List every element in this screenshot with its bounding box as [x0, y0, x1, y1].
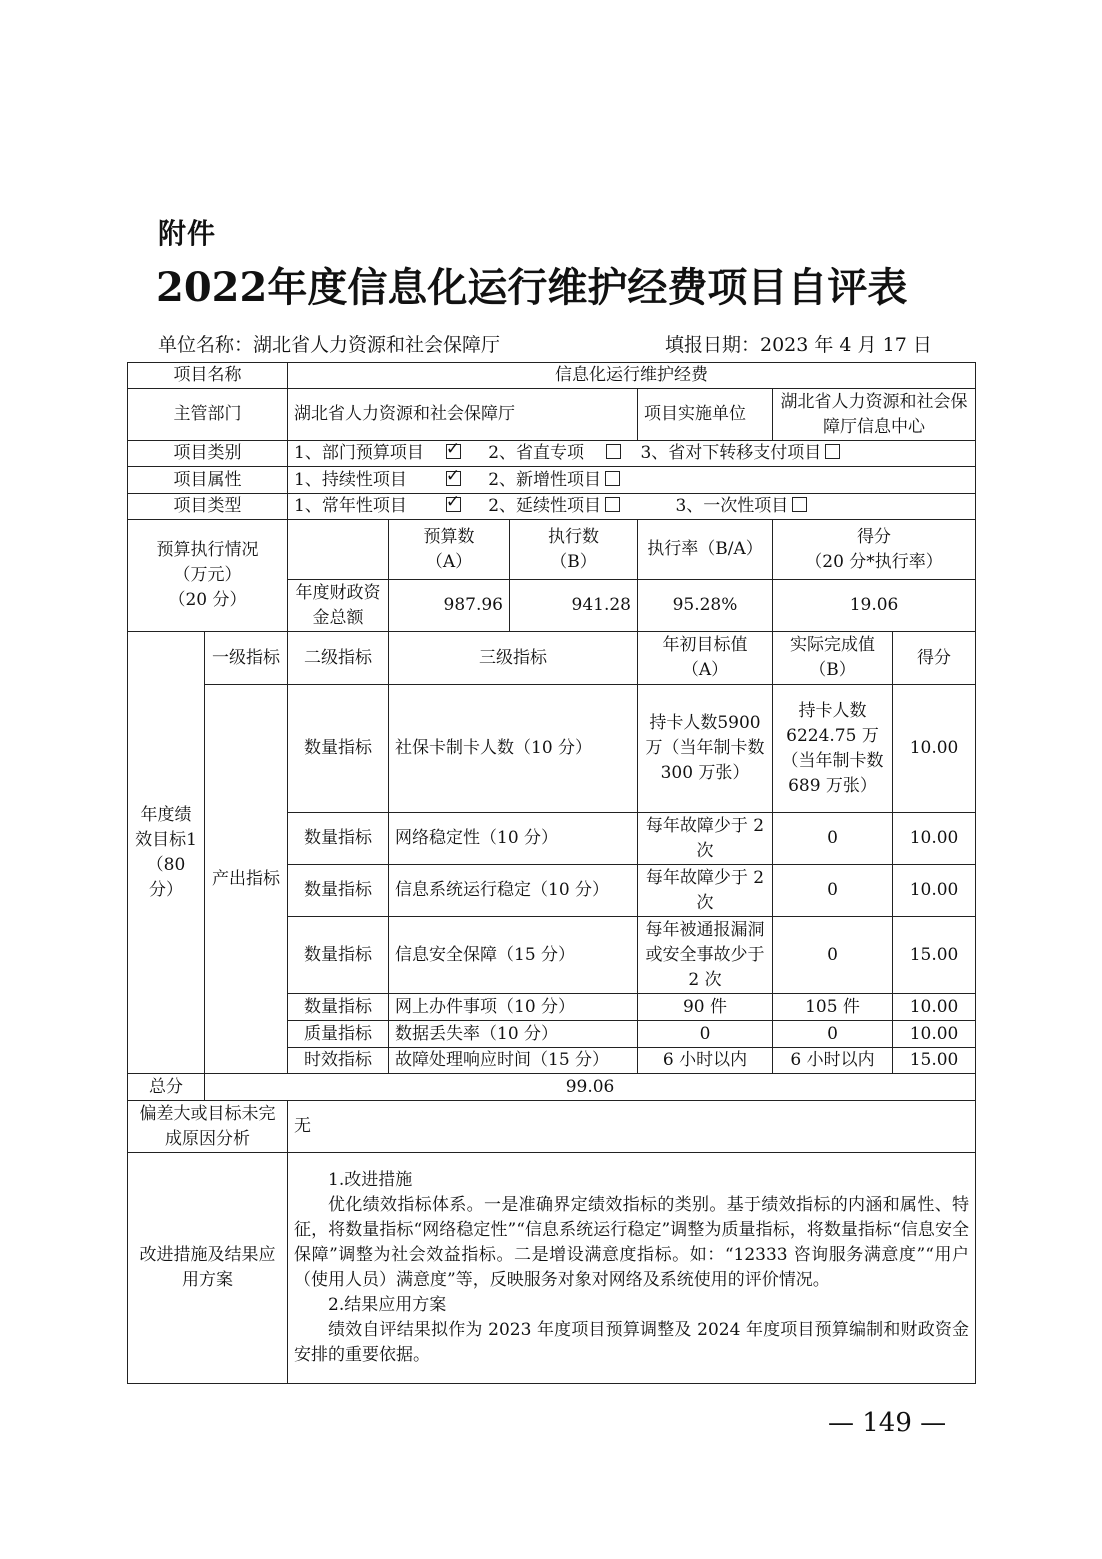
attribute-options — [288, 467, 976, 494]
type-option-3: 3、一次性项目 — [675, 494, 811, 519]
checkbox-checked-icon[interactable] — [446, 497, 461, 512]
actual-cell: 持卡人数6224.75 万（当年制卡数 689 万张） — [773, 685, 893, 813]
type-label: 项目类型 — [128, 494, 288, 520]
row-department — [128, 389, 976, 441]
row-attribute — [128, 467, 976, 494]
category-options — [288, 441, 976, 467]
table-row — [128, 685, 976, 813]
attachment-label: 附件 — [158, 217, 217, 250]
deviation-value: 无 — [288, 1101, 976, 1153]
level3-cell: 网络稳定性（10 分） — [389, 813, 638, 865]
actual-cell: 0 — [773, 1021, 893, 1048]
col-budget: 预算数 （A） — [389, 520, 510, 580]
type-options — [288, 494, 976, 520]
target-cell: 每年被通报漏洞或安全事故少于 2 次 — [638, 917, 773, 994]
level3-cell: 数据丢失率（10 分） — [389, 1021, 638, 1048]
actual-cell: 0 — [773, 813, 893, 865]
improvement-paragraph-1: 优化绩效指标体系。一是准确界定绩效指标的类别。基于绩效指标的内涵和属性、特征，将数量指标“网络稳定性”“信息系统运行稳定”调整为质量指标，将数量指标“信息安全保障”调整为社会效益指标。二是增设满意度指标。如：“12333 咨询服务满意度”“用户（使用人员）满意度”等，反映服务对象对网络及系统使用的评价情况。 — [294, 1195, 970, 1290]
score-cell: 10.00 — [893, 865, 976, 917]
row-total — [128, 1074, 976, 1101]
level3-cell: 信息安全保障（15 分） — [389, 917, 638, 994]
level3-cell: 故障处理响应时间（15 分） — [389, 1048, 638, 1074]
row-category — [128, 441, 976, 467]
rate-value: 95.28% — [638, 580, 773, 632]
self-evaluation-table — [127, 362, 976, 1384]
level2-cell: 数量指标 — [288, 994, 389, 1021]
improvement-heading-2: 2.结果应用方案 — [328, 1295, 447, 1315]
type-option-1: 1、常年性项目 ✓ — [294, 494, 483, 519]
checkbox-empty-icon[interactable] — [825, 444, 840, 459]
score-cell: 10.00 — [893, 1021, 976, 1048]
deviation-label: 偏差大或目标未完成原因分析 — [128, 1101, 288, 1153]
score-cell: 10.00 — [893, 685, 976, 813]
improvement-heading-1: 1.改进措施 — [328, 1170, 413, 1190]
category-label: 项目类别 — [128, 441, 288, 467]
col-score: 得分 （20 分*执行率） — [773, 520, 976, 580]
budget-blank-cell — [288, 520, 389, 580]
actual-cell: 0 — [773, 917, 893, 994]
target-cell: 每年故障少于 2 次 — [638, 813, 773, 865]
target-cell: 持卡人数5900 万（当年制卡数 300 万张） — [638, 685, 773, 813]
improvement-content — [288, 1153, 976, 1384]
level2-cell: 质量指标 — [288, 1021, 389, 1048]
target-cell: 0 — [638, 1021, 773, 1048]
level2-cell: 时效指标 — [288, 1048, 389, 1074]
score-cell: 10.00 — [893, 813, 976, 865]
attribute-option-1: 1、持续性项目 ✓ — [294, 468, 483, 493]
dept-value: 湖北省人力资源和社会保障厅 — [288, 389, 638, 441]
improvement-label: 改进措施及结果应用方案 — [128, 1153, 288, 1384]
impl-unit-label: 项目实施单位 — [638, 389, 773, 441]
checkbox-checked-icon[interactable] — [446, 444, 461, 459]
level2-cell: 数量指标 — [288, 685, 389, 813]
checkbox-empty-icon[interactable] — [605, 497, 620, 512]
header-score: 得分 — [893, 632, 976, 685]
checkbox-checked-icon[interactable] — [446, 471, 461, 486]
row-indicator-header — [128, 632, 976, 685]
budget-score-value: 19.06 — [773, 580, 976, 632]
checkbox-empty-icon[interactable] — [792, 497, 807, 512]
target-cell: 6 小时以内 — [638, 1048, 773, 1074]
report-date: 填报日期：2023 年 4 月 17 日 — [665, 334, 932, 356]
page-title: 2022年度信息化运行维护经费项目自评表 — [156, 264, 908, 311]
impl-unit-value: 湖北省人力资源和社会保障厅信息中心 — [773, 389, 976, 441]
row-project-name — [128, 363, 976, 389]
level2-cell: 数量指标 — [288, 917, 389, 994]
budget-value: 987.96 — [389, 580, 510, 632]
col-executed: 执行数 （B） — [510, 520, 638, 580]
checkbox-empty-icon[interactable] — [605, 471, 620, 486]
actual-cell: 0 — [773, 865, 893, 917]
level2-cell: 数量指标 — [288, 813, 389, 865]
category-option-1: 1、部门预算项目 ✓ — [294, 441, 483, 466]
attribute-option-2: 2、新增性项目 — [488, 468, 624, 493]
row-improvement — [128, 1153, 976, 1384]
actual-cell: 6 小时以内 — [773, 1048, 893, 1074]
level2-cell: 数量指标 — [288, 865, 389, 917]
total-label: 总分 — [128, 1074, 205, 1101]
level3-cell: 信息系统运行稳定（10 分） — [389, 865, 638, 917]
level1-value: 产出指标 — [205, 685, 288, 1074]
header-level1: 一级指标 — [205, 632, 288, 685]
col-rate: 执行率（B/A） — [638, 520, 773, 580]
score-cell: 15.00 — [893, 917, 976, 994]
project-name-value: 信息化运行维护经费 — [288, 363, 976, 389]
header-actual: 实际完成值（B） — [773, 632, 893, 685]
attribute-label: 项目属性 — [128, 467, 288, 494]
row-deviation — [128, 1101, 976, 1153]
project-name-label: 项目名称 — [128, 363, 288, 389]
executed-value: 941.28 — [510, 580, 638, 632]
target-cell: 每年故障少于 2 次 — [638, 865, 773, 917]
header-level2: 二级指标 — [288, 632, 389, 685]
row-budget-header — [128, 520, 976, 580]
goal-label: 年度绩效目标1（80分） — [128, 632, 205, 1074]
budget-section-label: 预算执行情况 （万元） （20 分） — [128, 520, 288, 632]
header-level3: 三级指标 — [389, 632, 638, 685]
header-target: 年初目标值（A） — [638, 632, 773, 685]
actual-cell: 105 件 — [773, 994, 893, 1021]
total-value: 99.06 — [205, 1074, 976, 1101]
category-option-2: 2、省直专项 — [488, 441, 635, 466]
type-option-2: 2、延续性项目 — [488, 494, 670, 519]
dept-label: 主管部门 — [128, 389, 288, 441]
page-number: — 149 — — [828, 1408, 947, 1438]
level3-cell: 社保卡制卡人数（10 分） — [389, 685, 638, 813]
row-type — [128, 494, 976, 520]
score-cell: 15.00 — [893, 1048, 976, 1074]
score-cell: 10.00 — [893, 994, 976, 1021]
target-cell: 90 件 — [638, 994, 773, 1021]
checkbox-empty-icon[interactable] — [606, 444, 621, 459]
improvement-paragraph-2: 绩效自评结果拟作为 2023 年度项目预算调整及 2024 年度项目预算编制和财政资金安排的重要依据。 — [294, 1320, 970, 1365]
unit-name: 单位名称：湖北省人力资源和社会保障厅 — [158, 334, 501, 356]
budget-row-label: 年度财政资金总额 — [288, 580, 389, 632]
level3-cell: 网上办件事项（10 分） — [389, 994, 638, 1021]
category-option-3: 3、省对下转移支付项目 — [640, 441, 844, 466]
